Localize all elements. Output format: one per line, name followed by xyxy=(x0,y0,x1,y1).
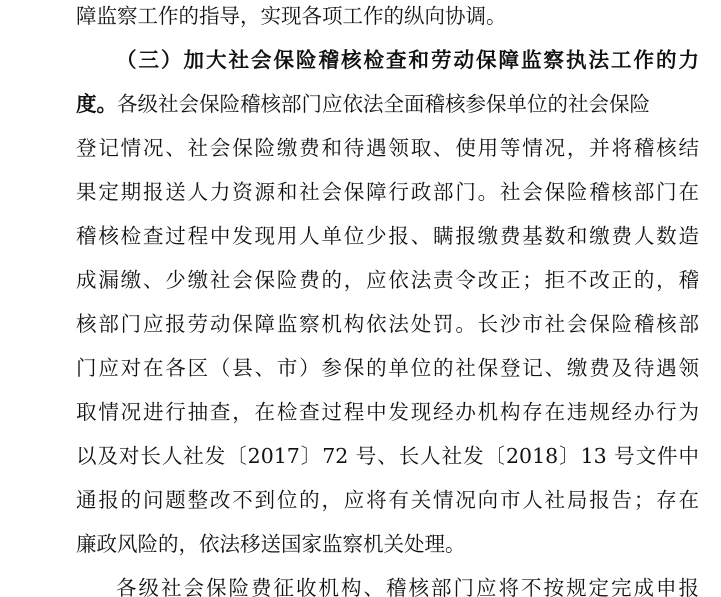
paragraph-line-3: 果定期报送人力资源和社会保障行政部门。社会保险稽核部门在 xyxy=(76,180,699,204)
text-line-1: 障监察工作的指导，实现各项工作的纵向协调。 xyxy=(76,4,507,28)
paragraph-line-8: 取情况进行抽查，在检查过程中发现经办机构存在违规经办行为 xyxy=(76,400,699,424)
paragraph-line-5: 成漏缴、少缴社会保险费的，应依法责令改正；拒不改正的，稽 xyxy=(76,268,699,292)
paragraph-line-9: 以及对长人社发〔2017〕72 号、长人社发〔2018〕13 号文件中 xyxy=(76,444,699,468)
paragraph-line-11: 廉政风险的，依法移送国家监察机关处理。 xyxy=(76,532,466,556)
paragraph-line-7: 门应对在各区（县、市）参保的单位的社保登记、缴费及待遇领 xyxy=(76,356,699,380)
paragraph-line-10: 通报的问题整改不到位的，应将有关情况向市人社局报告；存在 xyxy=(76,488,699,512)
heading-continuation-line xyxy=(76,89,699,119)
section-heading-line-2: 度。 xyxy=(76,92,117,116)
paragraph-line-2: 登记情况、社会保险缴费和待遇领取、使用等情况，并将稽核结 xyxy=(76,136,699,160)
paragraph-line-4: 稽核检查过程中发现用人单位少报、瞒报缴费基数和缴费人数造 xyxy=(76,224,699,248)
paragraph-line-1: 各级社会保险稽核部门应依法全面稽核参保单位的社会保险 xyxy=(117,92,650,116)
next-paragraph-line-1: 各级社会保险费征收机构、稽核部门应将不按规定完成申报 xyxy=(116,576,699,597)
section-heading-line-1: （三）加大社会保险稽核检查和劳动保障监察执法工作的力 xyxy=(116,48,699,72)
paragraph-line-6: 核部门应报劳动保障监察机构依法处罚。长沙市社会保险稽核部 xyxy=(76,312,699,336)
